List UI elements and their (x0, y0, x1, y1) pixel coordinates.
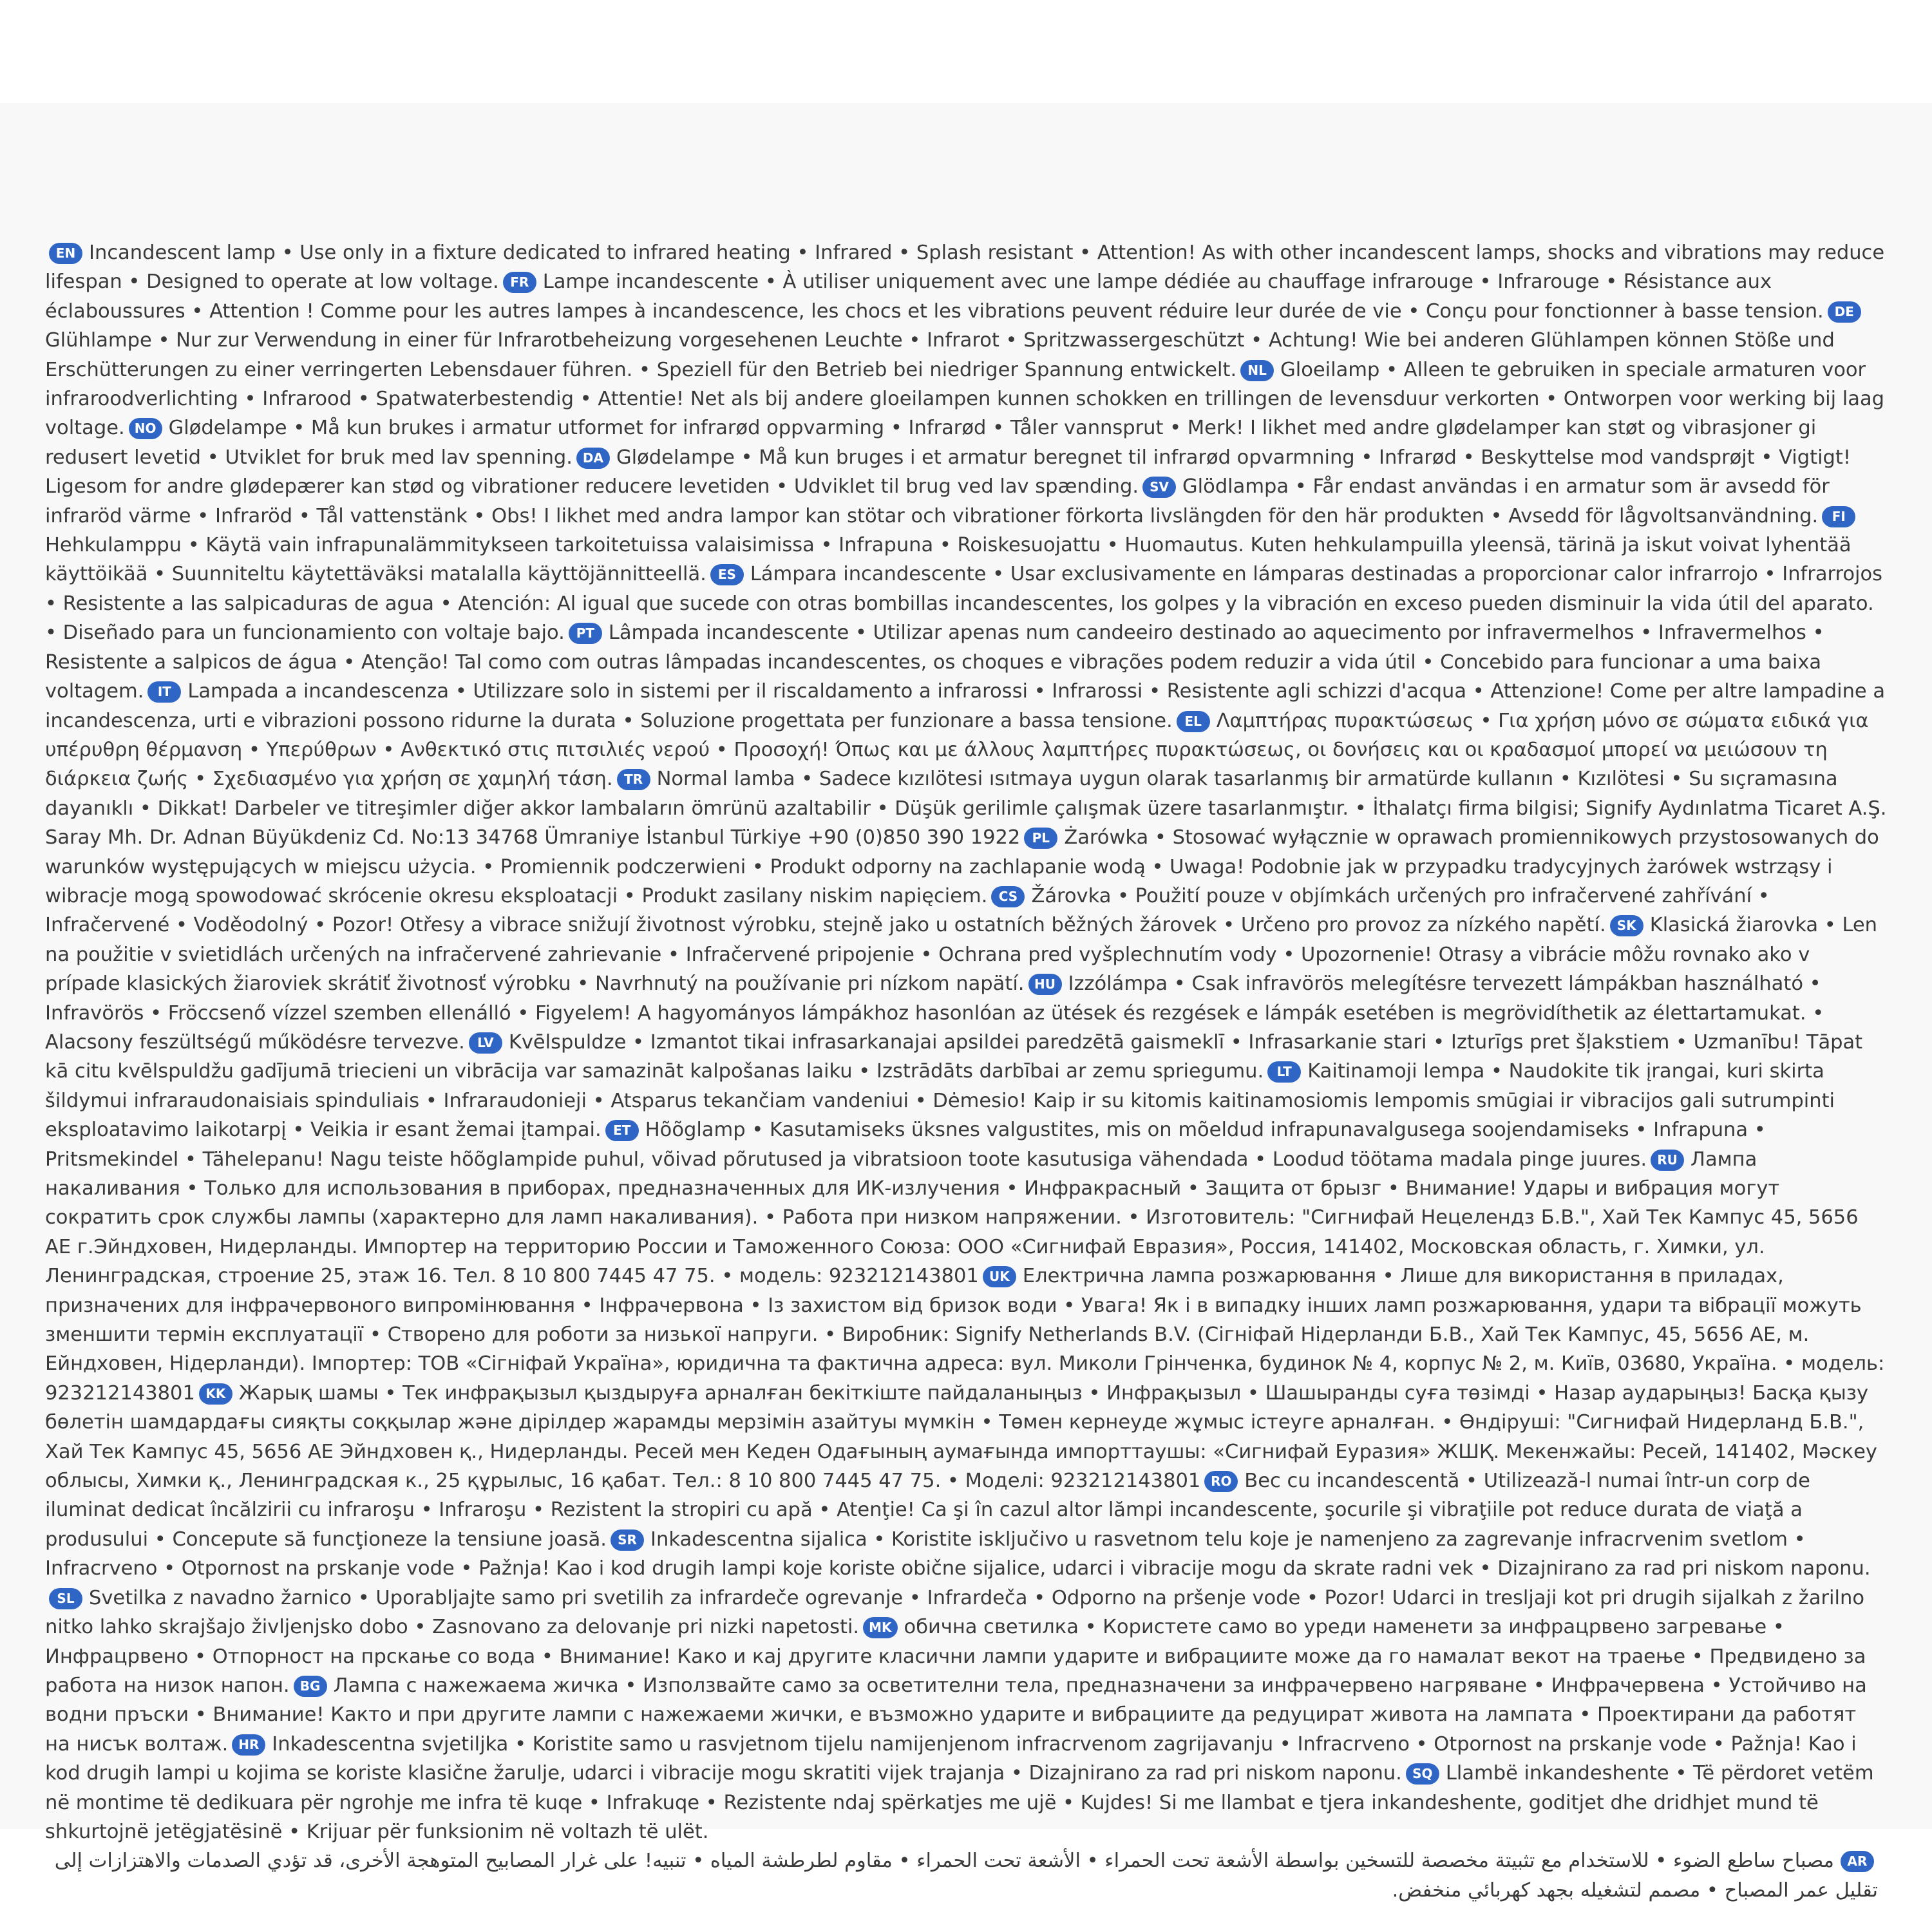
language-badge-cs: CS (991, 886, 1025, 907)
language-badge-pt: PT (569, 623, 602, 644)
language-badge-hu: HU (1028, 974, 1062, 995)
language-text-sl: Svetilka z navadno žarnico • Uporabljajte samo pri svetilih za infrardeče ogrevanje • Infrardeča • Odporno na pršenje vode • Pozor! Udarci in tresljaji kot pri drugih sijalkah z žarilno nitko lahko skrajšajo življenjsko dobo • Zasnovano za delovanje pri nizki napetosti. (45, 1586, 1864, 1639)
language-text-ru: Лампа накаливания • Только для использования в приборах, предназначенных для ИК-излучения • Инфракрасный • Защита от брызг • Внимание! Удары и вибрация могут сократить срок службы лампы (характерно для ламп накаливания). • Работа при низком напряжении. • Изготовитель: "Сигнифай Нецелендз Б.В.", Хай Тек Кампус 45, 5656 АЕ г.Эйндховен, Нидерланды. Импортер на территорию России и Таможенного Союза: ООО «Сигнифай Евразия», Россия, 141402, Московская область, г. Химки, ул. Ленинградская, строение 25, этаж 16. Тел. 8 10 800 7445 47 75. • модель: 923212143801 (45, 1148, 1859, 1288)
language-text-hr: Inkadescentna svjetiljka • Koristite samo u rasvjetnom tijelu namijenjenom infracrvenom zagrijavanju • Infracrveno • Otpornost na prskanje vode • Pažnja! Kao i kod drugih lampi u kojima se koriste klasične žarulje, udarci i vibracije mogu skratiti vijek trajanja • Dizajnirano za rad pri niskom naponu. (45, 1732, 1857, 1785)
language-text-no: Glødelampe • Må kun brukes i armatur utformet for infrarød oppvarming • Infrarød • Tåler vannsprut • Merk! I likhet med andre glødelamper kan støt og vibrasjoner gi redusert levetid • Utviklet for bruk med lav spenning. (45, 417, 1817, 469)
language-text-pt: Lâmpada incandescente • Utilizar apenas num candeeiro destinado ao aquecimento por infravermelhos • Infravermelhos • Resistente a salpicos de água • Atenção! Tal como com outras lâmpadas incandescentes, os choques e vibrações podem reduzir a vida útil • Concebido para funcionar a uma baixa voltagem. (45, 621, 1824, 703)
language-badge-sr: SR (611, 1530, 644, 1551)
language-badge-tr: TR (617, 769, 650, 790)
language-text-kk: Жарық шамы • Тек инфрақызыл қыздыруға арналған бекіткіште пайдаланыңыз • Инфрақызыл • Шашыранды суға төзімді • Назар аударыңыз! Басқа қызу бөлетін шамдардағы сияқты соққылар және дірілдер жарамды мерзімін азайтуы мүмкін • Төмен кернеуде жұмыс істеуге арналған. • Өндіруші: "Сигнифай Нидерланд Б.В.", Хай Тек Кампус 45, 5656 АЕ Эйндховен қ., Нидерланды. Ресей мен Кеден Одағының аумағында импорттаушы: «Сигнифай Еуразия» ЖШҚ. Мекенжайы: Ресей, 141402, Мәскеу облысы, Химки қ., Ленинградская к., 25 құрылыс, 16 қабат. Тел.: 8 10 800 7445 47 75. • Моделі: 923212143801 (45, 1381, 1877, 1493)
language-text-da: Glødelampe • Må kun bruges i et armatur beregnet til infrarød opvarmning • Infrarød • Beskyttelse mod vandsprøjt • Vigtigt! Ligesom for andre glødepærer kan stød og vibrationer reducere levetiden • Udviklet til brug ved lav spænding. (45, 446, 1852, 498)
label-sheet (0, 103, 1932, 1902)
language-text-lv: Kvēlspuldze • Izmantot tikai infrasarkanajai apsildei paredzētā gaismeklī • Infrasarkanie stari • Izturīgs pret šļakstiem • Uzmanību! Tāpat kā citu kvēlspuldžu gadījumā triecieni un vibrācija var samazināt kalpošanas laiku • Izstrādāts darbībai ar zemu spriegumu. (45, 1030, 1863, 1083)
language-badge-bg: BG (294, 1676, 327, 1697)
language-text-uk: Електрична лампа розжарювання • Лише для використання в приладах, призначених для інфрачервоного випромінювання • Інфрачервона • Із захистом від бризок води • Увага! Як і в випадку інших ламп розжарювання, удари та вібрації можуть зменшити термін експлуатації • Створено для роботи за низької напруги. • Виробник: Signify Netherlands B.V. (Сігніфай Нідерланди Б.В., Хай Тек Кампус, 45, 5656 АЕ, м. Ейндховен, Нідерланди). Імпортер: ТОВ «Сігніфай Україна», юридична та фактична адреса: вул. Миколи Грінченка, будинок № 4, корпус № 2, м. Київ, 03680, Україна. • модель: 923212143801 (45, 1265, 1885, 1405)
language-badge-ru: RU (1651, 1150, 1684, 1171)
language-text-nl: Gloeilamp • Alleen te gebruiken in speciale armaturen voor infraroodverlichting • Infrarood • Spatwaterbestendig • Attentie! Net als bij andere gloeilampen kunnen schokken en trillingen de levensduur verkorten • Ontworpen voor werking bij laag voltage. (45, 358, 1884, 440)
language-text-fr: Lampe incandescente • À utiliser uniquement avec une lampe dédiée au chauffage infrarouge • Infrarouge • Résistance aux éclaboussures • Attention ! Comme pour les autres lampes à incandescence, les chocs et les vibrations peuvent réduire leur durée de vie • Conçu pour fonctionner à basse tension. (45, 270, 1824, 323)
language-badge-fr: FR (503, 272, 536, 293)
language-badge-sv: SV (1142, 477, 1176, 498)
language-badge-it: IT (147, 681, 181, 703)
language-badge-sq: SQ (1406, 1763, 1439, 1785)
language-badge-sl: SL (49, 1588, 82, 1609)
language-badge-lt: LT (1267, 1061, 1301, 1083)
multilingual-instructions (45, 238, 1887, 1902)
language-text-et: Hõõglamp • Kasutamiseks üksnes valgustites, mis on mõeldud infrapunavalgusega soojendamiseks • Infrapuna • Pritsmekindel • Tähelepanu! Nagu teiste hõõglampide puhul, võivad põrutused ja vibratsioon toote kasutusiga vähendada • Loodud töötama madala pinge juures. (45, 1119, 1766, 1171)
language-badge-es: ES (710, 564, 744, 585)
language-text-pl: Żarówka • Stosować wyłącznie w oprawach promiennikowych przystosowanych do warunków występujących w miejscu użycia. • Promiennik podczerwieni • Produkt odporny na zachlapanie wodą • Uwaga! Podobnie jak w przypadku tradycyjnych żarówek wstrząsy i wibracje mogą spowodować skrócenie okresu eksploatacji • Produkt zasilany niskim napięciem. (45, 826, 1879, 907)
language-badge-kk: KK (199, 1383, 232, 1405)
language-badge-sk: SK (1610, 915, 1643, 936)
language-badge-uk: UK (983, 1266, 1016, 1287)
language-text-ro: Bec cu incandescentă • Utilizează-l numai într-un corp de iluminat dedicat încălzirii cu infraroşu • Infraroşu • Rezistent la stropiri cu apă • Atenţie! Ca şi în cazul altor lămpi incandescente, şocurile şi vibraţiile pot reduce durata de viaţă a produsului • Concepute să funcţioneze la tensiune joasă. (45, 1470, 1810, 1551)
language-text-fi: Hehkulamppu • Käytä vain infrapunalämmitykseen tarkoitetuissa valaisimissa • Infrapuna • Roiskesuojattu • Huomautus. Kuten hehkulampuilla yleensä, tärinä ja iskut voivat lyhentää käyttöikää • Suunniteltu käytettäväksi matalalla käyttöjännitteellä. (45, 534, 1852, 586)
language-badge-de: DE (1828, 301, 1861, 323)
language-badge-lv: LV (469, 1032, 502, 1054)
language-text-it: Lampada a incandescenza • Utilizzare solo in sistemi per il riscaldamento a infrarossi • Infrarossi • Resistente agli schizzi d'acqua • Attenzione! Come per altre lampadine a incandescenza, urti e vibrazioni possono ridurne la durata • Soluzione progettata per funzionare a bassa tensione. (45, 680, 1886, 732)
language-badge-ro: RO (1204, 1471, 1238, 1492)
language-entry-ar (45, 1846, 1887, 1905)
language-text-es: Lámpara incandescente • Usar exclusivamente en lámparas destinadas a proporcionar calor infrarrojo • Infrarrojos • Resistente a las salpicaduras de agua • Atención: Al igual que sucede con otras bombillas incandescentes, los golpes y la vibración en exceso pueden disminuir la vida útil del aparato. • Diseñado para un funcionamiento con voltaje bajo. (45, 563, 1883, 645)
language-badge-hr: HR (232, 1734, 265, 1756)
language-badge-no: NO (129, 418, 162, 439)
language-badge-el: EL (1177, 711, 1210, 732)
language-text-sq: Llambë inkandeshente • Të përdoret vetëm në montime të dedikuara për ngrohje me infra të kuqe • Infrakuqe • Rezistente ndaj spërkatjes me ujë • Kujdes! Si me llambat e tjera inkandeshente, goditjet dhe dridhjet mund të shkurtojnë jetëgjatësinë • Krijuar për funksionim në voltazh të ulët. (45, 1762, 1874, 1843)
language-text-sr: Inkadescentna sijalica • Koristite isključivo u rasvetnom telu koje je namenjeno za zagrevanje infracrvenim svetlom • Infracrveno • Otpornost na prskanje vode • Pažnja! Kao i kod drugih lampi koje koriste obične sijalice, udarci i vibracije mogu da skrate radni vek • Dizajnirano za rad pri niskom naponu. (45, 1528, 1871, 1580)
language-text-cs: Žárovka • Použití pouze v objímkách určených pro infračervené zahřívání • Infračervené • Voděodolný • Pozor! Otřesy a vibrace snižují životnost výrobku, stejně jako u ostatních běžných žárovek • Určeno pro provoz za nízkého napětí. (45, 884, 1770, 937)
language-text-block (45, 238, 1887, 1846)
language-badge-mk: MK (863, 1617, 897, 1638)
language-text-el: Λαμπτήρας πυρακτώσεως • Για χρήση μόνο σε σώματα ειδικά για υπέρυθρη θέρμανση • Υπερύθρων • Ανθεκτικό στις πιτσιλιές νερού • Προσοχή! Όπως και με άλλους λαμπτήρες πυρακτώσεως, οι δονήσεις και οι κραδασμοί μπορεί να μειώσουν τη διάρκεια ζωής • Σχεδιασμένο για χρήση σε χαμηλή τάση. (45, 709, 1869, 791)
language-text-en: Incandescent lamp • Use only in a fixture dedicated to infrared heating • Infrared • Splash resistant • Attention! As with other incandescent lamps, shocks and vibrations may reduce lifespan • Designed to operate at low voltage. (45, 242, 1885, 294)
language-text-tr: Normal lamba • Sadece kızılötesi ısıtmaya uygun olarak tasarlanmış bir armatürde kullanın • Kızılötesi • Su sıçramasına dayanıklı • Dikkat! Darbeler ve titreşimler diğer akkor lambaların ömrünü azaltabilir • Düşük gerilimle çalışmak üzere tasarlanmıştır. • İthalatçı firma bilgisi; Signify Aydınlatma Ticaret A.Ş. Saray Mh. Dr. Adnan Büyükdeniz Cd. No:13 34768 Ümraniye İstanbul Türkiye +90 (0)850 390 1922 (45, 768, 1887, 849)
language-text-ar: مصباح ساطع الضوء • للاستخدام مع تثبيتة مخصصة للتسخين بواسطة الأشعة تحت الحمراء • الأشعة تحت الحمراء • مقاوم لطرطشة المياه • تنبيه! على غرار المصابيح المتوهجة الأخرى، قد تؤدي الصدمات والاهتزازات إلى تقليل عمر المصباح • مصمم لتشغيله بجهد كهربائي منخفض. (54, 1850, 1878, 1902)
language-text-mk: обична светилка • Користете само во уреди наменети за инфрацрвено загревање • Инфрацрвено • Отпорност на прскање со вода • Внимание! Како и кај другите класични лампи ударите и вибрациите може да го намалат векот на траење • Предвидено за работа на низок напон. (45, 1616, 1866, 1697)
language-badge-fi: FI (1822, 506, 1855, 527)
language-badge-ar: AR (1841, 1851, 1874, 1872)
language-badge-da: DA (576, 448, 610, 469)
language-text-lt: Kaitinamoji lempa • Naudokite tik įrangai, kuri skirta šildymui infraraudonaisiais spinduliais • Infraraudonieji • Atsparus tekančiam vandeniui • Dėmesio! Kaip ir su kitomis kaitinamosiomis lempomis smūgiai ir vibracijos gali sutrumpinti eksploatavimo laikotarpį • Veikia ir esant žemai įtampai. (45, 1060, 1835, 1142)
language-badge-en: EN (49, 243, 82, 264)
language-text-sv: Glödlampa • Får endast användas i en armatur som är avsedd för infraröd värme • Infraröd • Tål vattenstänk • Obs! I likhet med andra lampor kan stötar och vibrationer förkorta livslängden för den här produkten • Avsedd för lågvoltsanvändning. (45, 475, 1830, 527)
language-badge-et: ET (605, 1120, 639, 1141)
language-text-bg: Лампа с нажежаема жичка • Използвайте само за осветителни тела, предназначени за инфрачервено нагряване • Инфрачервена • Устойчиво на водни пръски • Внимание! Както и при другите лампи с нажежаеми жички, е възможно ударите и вибрациите да редуцират живота на лампата • Проектирани да работят на нисък волтаж. (45, 1674, 1867, 1756)
language-badge-pl: PL (1024, 828, 1057, 849)
language-text-sk: Klasická žiarovka • Len na použitie v svietidlách určených na infračervené zahrievanie • Infračervené pripojenie • Ochrana pred vyšplechnutím vody • Upozornenie! Otrasy a vibrácie môžu rovnako ako v prípade klasických žiaroviek skrátiť životnosť výrobku • Navrhnutý na používanie pri nízkom napätí. (45, 914, 1877, 996)
language-text-hu: Izzólámpa • Csak infravörös melegítésre tervezett lámpákban használható • Infravörös • Fröccsenő vízzel szemben ellenálló • Figyelem! A hagyományos lámpákhoz hasonlóan az ütések és rezgések e lámpák esetében is megrövidíthetik az élettartamukat. • Alacsony feszültségű működésre tervezve. (45, 972, 1824, 1054)
language-badge-nl: NL (1240, 360, 1274, 381)
language-text-de: Glühlampe • Nur zur Verwendung in einer für Infrarotbeheizung vorgesehenen Leuchte • Infrarot • Spritzwassergeschützt • Achtung! Wie bei anderen Glühlampen können Stöße und Erschütterungen zu einer verringerten Lebensdauer führen. • Speziell für den Betrieb bei niedriger Spannung entwickelt. (45, 329, 1835, 381)
